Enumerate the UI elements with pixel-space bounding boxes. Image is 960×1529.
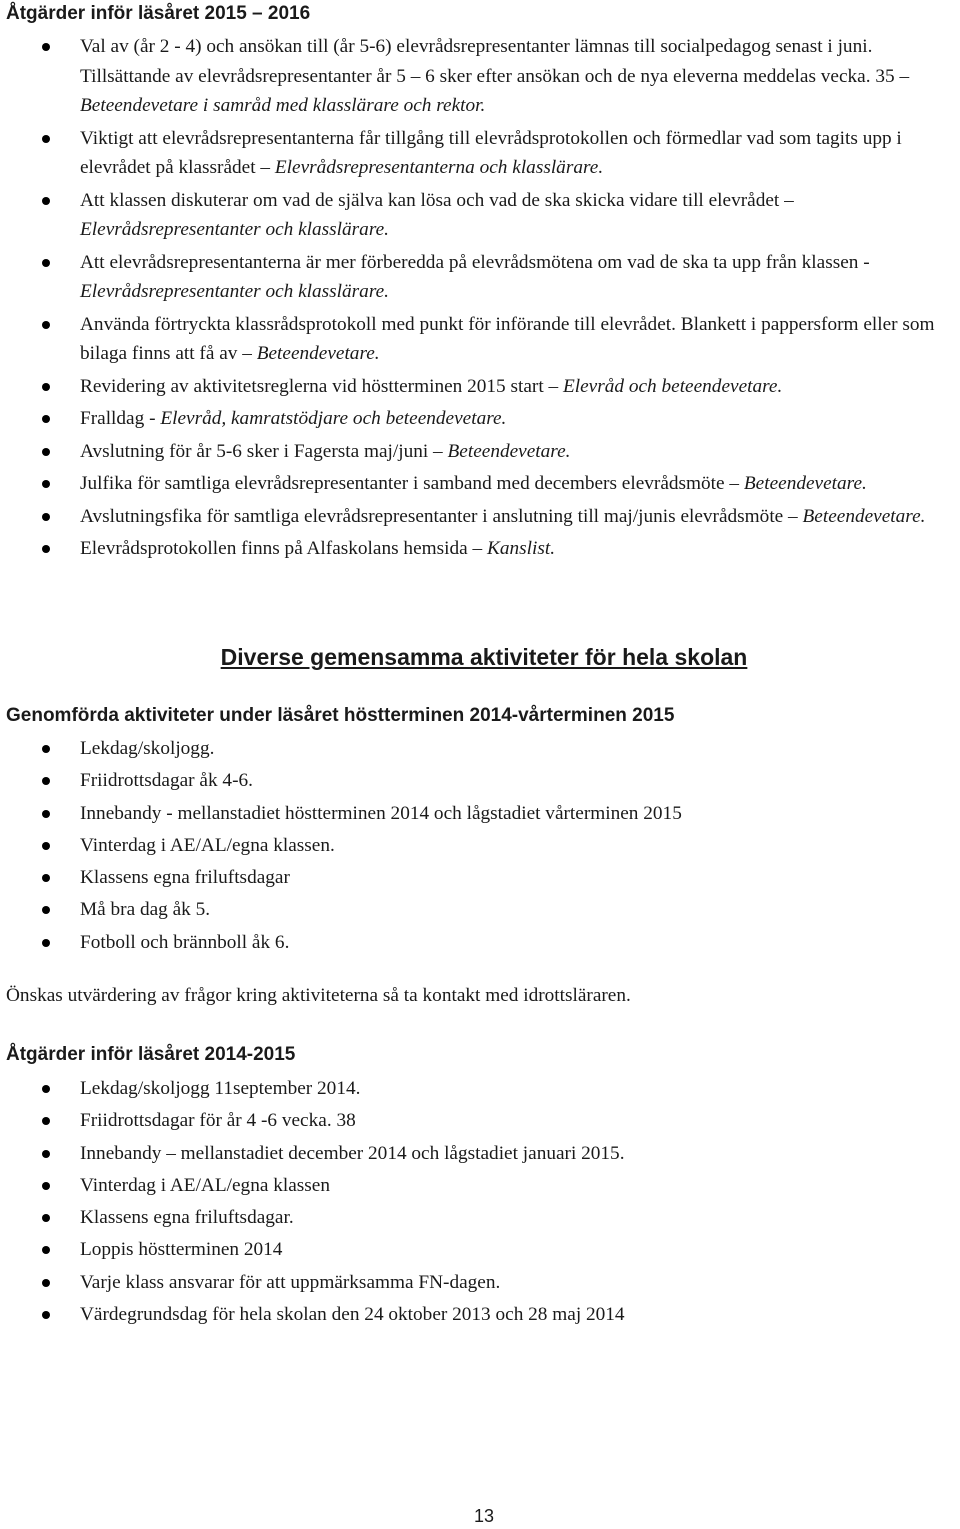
list-item: Viktigt att elevrådsrepresentanterna får tillgång till elevrådsprotokollen och förmedlar vad som tagits upp i elevrådet på klassrådet – Elevrådsrepresentanterna och klasslärare. (0, 124, 958, 183)
section-title: Diverse gemensamma aktiviteter för hela skolan (220, 644, 748, 670)
list-item: Lekdag/skoljogg 11september 2014. (0, 1074, 958, 1104)
evaluation-note: Önskas utvärdering av frågor kring aktiviteterna så ta kontakt med idrottsläraren. (6, 985, 631, 1006)
list-item: Att elevrådsrepresentanterna är mer förberedda på elevrådsmötena om vad de ska ta upp från klassen - Elevrådsrepresentanter och klasslärare. (0, 248, 958, 307)
list-item: Använda förtryckta klassrådsprotokoll med punkt för införande till elevrådet. Blankett i pappersform eller som bilaga finns att få av – Beteendevetare. (0, 310, 958, 369)
list-item: Elevrådsprotokollen finns på Alfaskolans hemsida – Kanslist. (0, 534, 958, 564)
list-item: Julfika för samtliga elevrådsrepresentanter i samband med decembers elevrådsmöte – Beteendevetare. (0, 469, 958, 499)
section1-list (0, 32, 958, 567)
section2-list (0, 734, 958, 960)
list-item: Klassens egna friluftsdagar (0, 863, 958, 893)
list-item: Fralldag - Elevråd, kamratstödjare och beteendevetare. (0, 404, 958, 434)
list-item: Att klassen diskuterar om vad de själva kan lösa och vad de ska skicka vidare till elevrådet – Elevrådsrepresentanter och klasslärare. (0, 186, 958, 245)
list-item: Lekdag/skoljogg. (0, 734, 958, 764)
list-item: Värdegrundsdag för hela skolan den 24 oktober 2013 och 28 maj 2014 (0, 1300, 958, 1330)
list-item: Val av (år 2 - 4) och ansökan till (år 5-6) elevrådsrepresentanter lämnas till socialpedagog senast i juni. Tillsättande av elevrådsrepresentanter år 5 – 6 sker efter ansökan och de nya eleverna meddelas vecka. 35 – Beteendevetare i samråd med klasslärare och rektor. (0, 32, 958, 121)
list-item: Innebandy - mellanstadiet höstterminen 2014 och lågstadiet vårterminen 2015 (0, 799, 958, 829)
section1-heading: Åtgärder inför läsåret 2015 – 2016 (6, 3, 311, 24)
section3-list (0, 1074, 958, 1332)
list-item: Fotboll och brännboll åk 6. (0, 928, 958, 958)
list-item: Vinterdag i AE/AL/egna klassen. (0, 831, 958, 861)
list-item: Vinterdag i AE/AL/egna klassen (0, 1171, 958, 1201)
list-item: Friidrottsdagar åk 4-6. (0, 766, 958, 796)
list-item: Revidering av aktivitetsreglerna vid höstterminen 2015 start – Elevråd och beteendevetare. (0, 372, 958, 402)
list-item: Innebandy – mellanstadiet december 2014 och lågstadiet januari 2015. (0, 1139, 958, 1169)
list-item: Friidrottsdagar för år 4 -6 vecka. 38 (0, 1106, 958, 1136)
section3-heading: Åtgärder inför läsåret 2014-2015 (6, 1044, 296, 1065)
list-item: Klassens egna friluftsdagar. (0, 1203, 958, 1233)
list-item: Varje klass ansvarar för att uppmärksamma FN-dagen. (0, 1268, 958, 1298)
section2-heading: Genomförda aktiviteter under läsåret höstterminen 2014-vårterminen 2015 (6, 705, 675, 726)
list-item: Avslutningsfika för samtliga elevrådsrepresentanter i anslutning till maj/junis elevrådsmöte – Beteendevetare. (0, 502, 958, 532)
list-item: Må bra dag åk 5. (0, 895, 958, 925)
list-item: Avslutning för år 5-6 sker i Fagersta maj/juni – Beteendevetare. (0, 437, 958, 467)
page-number: 13 (473, 1506, 495, 1526)
list-item: Loppis höstterminen 2014 (0, 1235, 958, 1265)
